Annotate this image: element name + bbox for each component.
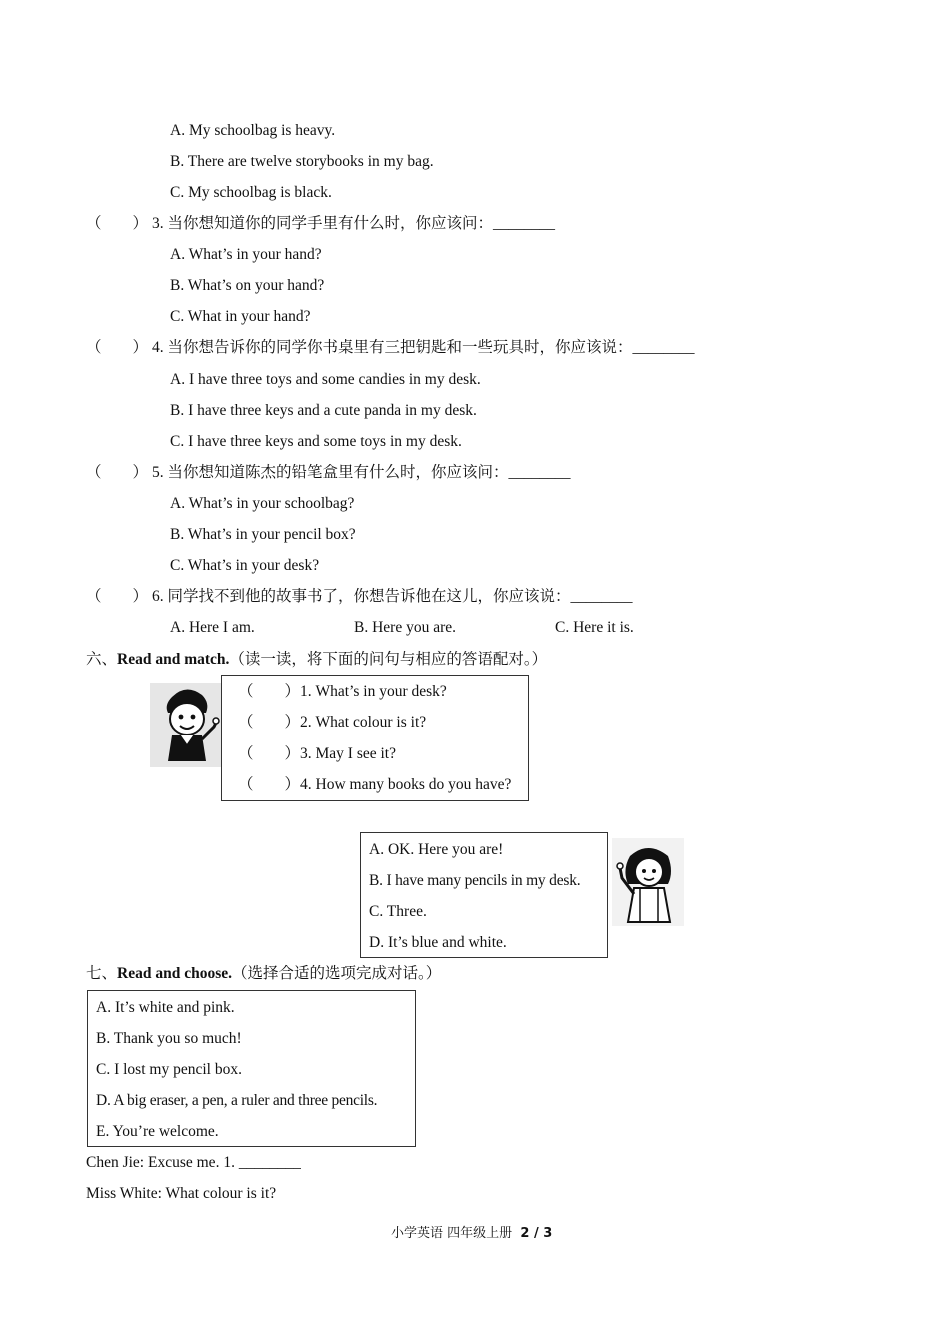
dialogue-line-2: Miss White: What colour is it? — [86, 1185, 277, 1202]
match-q2-row — [238, 713, 426, 733]
match-q4-row — [238, 775, 511, 795]
choose-option-d: D. A big eraser, a pen, a ruler and three pencils. — [96, 1092, 378, 1109]
page-footer — [391, 1226, 552, 1242]
dialogue-line-1: Chen Jie: Excuse me. 1. ________ — [86, 1154, 301, 1171]
girl-illustration — [612, 838, 684, 926]
q3-answer-blank[interactable]: （ ） — [86, 215, 149, 232]
boy-illustration — [150, 683, 224, 767]
match-q4-text: 4. How many books do you have? — [300, 776, 512, 793]
match-q2-text: 2. What colour is it? — [300, 714, 427, 731]
match-q3-row — [238, 744, 396, 764]
q2-option-b: B. There are twelve storybooks in my bag. — [170, 153, 434, 170]
match-answer-a: A. OK. Here you are! — [369, 841, 504, 858]
q3-option-a: A. What’s in your hand? — [170, 246, 322, 263]
q4-prompt: 4. 当你想告诉你的同学你书桌里有三把钥匙和一些玩具时，你应该说：________ — [152, 339, 695, 356]
page-number: 2 / 3 — [520, 1226, 553, 1241]
match-q3-text: 3. May I see it? — [300, 745, 396, 762]
q4-option-a: A. I have three toys and some candies in my desk. — [170, 371, 481, 388]
q5-option-a: A. What’s in your schoolbag? — [170, 495, 355, 512]
choose-options-box — [87, 990, 416, 1147]
match-answer-c: C. Three. — [369, 903, 427, 920]
q4-option-c: C. I have three keys and some toys in my desk. — [170, 433, 462, 450]
q2-option-c: C. My schoolbag is black. — [170, 184, 332, 201]
match-q3-blank[interactable]: （ ） — [238, 745, 301, 762]
match-answer-b: B. I have many pencils in my desk. — [369, 872, 581, 889]
section6-heading — [86, 650, 547, 670]
q6-option-b: B. Here you are. — [354, 619, 456, 636]
q5-option-b: B. What’s in your pencil box? — [170, 526, 356, 543]
footer-text: 小学英语 四年级上册 — [391, 1226, 513, 1241]
section7-hint: （选择合适的选项完成对话。） — [232, 965, 442, 982]
match-answer-d: D. It’s blue and white. — [369, 934, 507, 951]
section7-heading — [86, 964, 441, 984]
q6-answer-blank[interactable]: （ ） — [86, 588, 149, 605]
match-questions-box — [221, 675, 529, 801]
match-answers-box — [360, 832, 608, 958]
choose-option-c: C. I lost my pencil box. — [96, 1061, 242, 1078]
q3-option-c: C. What in your hand? — [170, 308, 311, 325]
choose-option-a: A. It’s white and pink. — [96, 999, 235, 1016]
q5-option-c: C. What’s in your desk? — [170, 557, 320, 574]
match-q1-text: 1. What’s in your desk? — [300, 683, 447, 700]
q6-prompt: 6. 同学找不到他的故事书了，你想告诉他在这儿，你应该说：________ — [152, 588, 633, 605]
match-q2-blank[interactable]: （ ） — [238, 714, 301, 731]
section7-title: Read and choose. — [117, 965, 232, 982]
match-q1-blank[interactable]: （ ） — [238, 683, 301, 700]
choose-option-e: E. You’re welcome. — [96, 1123, 219, 1140]
q4-option-b: B. I have three keys and a cute panda in my desk. — [170, 402, 477, 419]
q3-option-b: B. What’s on your hand? — [170, 277, 325, 294]
q5-answer-blank[interactable]: （ ） — [86, 464, 149, 481]
match-q1-row — [238, 682, 447, 702]
section6-title: Read and match. — [117, 651, 230, 668]
match-q4-blank[interactable]: （ ） — [238, 776, 301, 793]
q6-option-a: A. Here I am. — [170, 619, 255, 636]
q6-option-c: C. Here it is. — [555, 619, 634, 636]
section6-hint: （读一读，将下面的问句与相应的答语配对。） — [229, 651, 548, 668]
q4-answer-blank[interactable]: （ ） — [86, 339, 149, 356]
q5-prompt: 5. 当你想知道陈杰的铅笔盒里有什么时，你应该问：________ — [152, 464, 571, 481]
section6-number: 六、 — [86, 651, 118, 668]
section7-number: 七、 — [86, 965, 118, 982]
choose-option-b: B. Thank you so much! — [96, 1030, 242, 1047]
q3-prompt: 3. 当你想知道你的同学手里有什么时，你应该问：________ — [152, 215, 556, 232]
q2-option-a: A. My schoolbag is heavy. — [170, 122, 336, 139]
